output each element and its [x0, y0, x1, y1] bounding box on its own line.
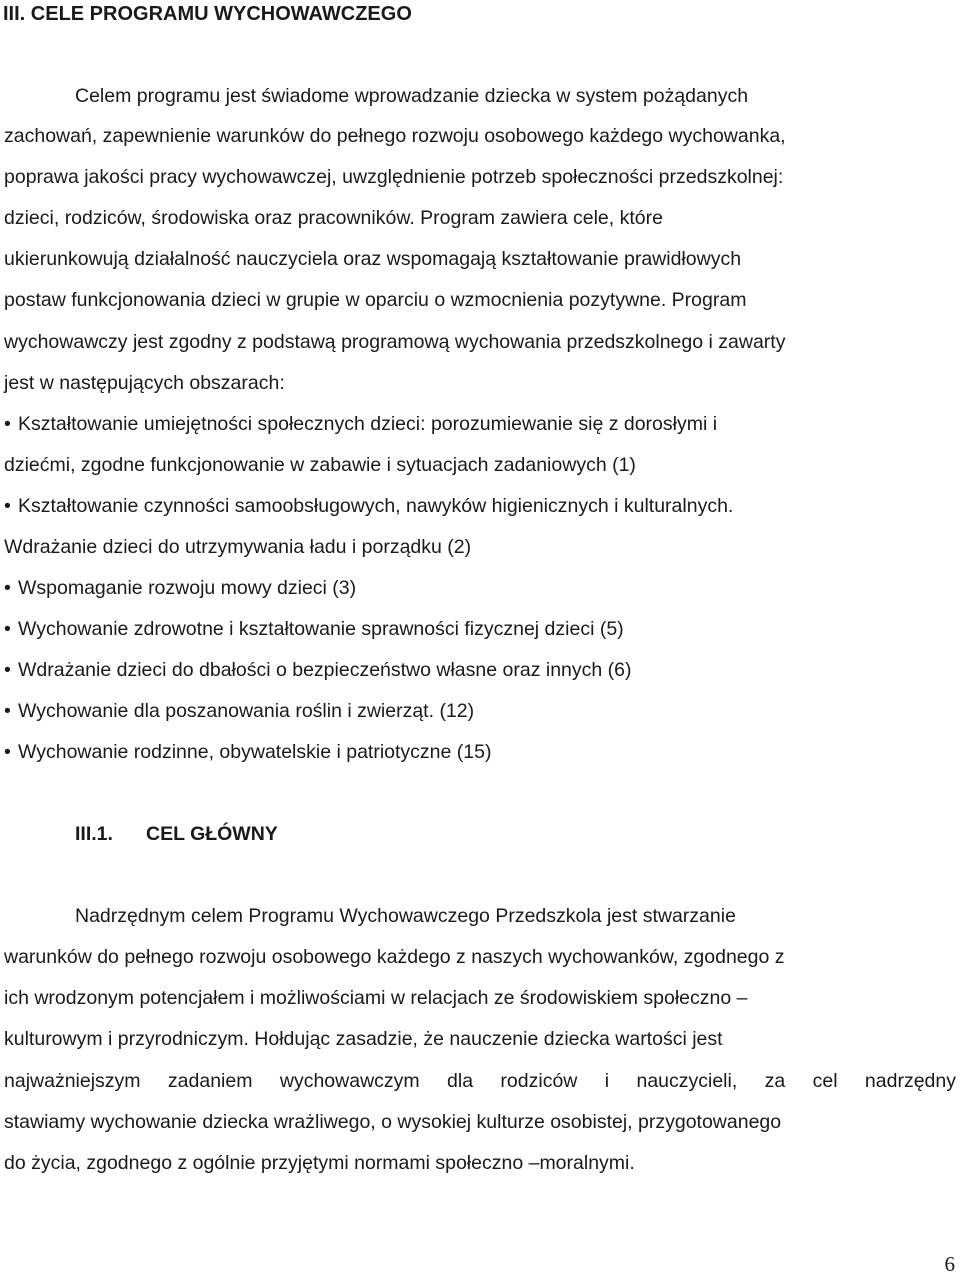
- list-item-text: Wychowanie dla poszanowania roślin i zwierząt. (12): [18, 700, 475, 722]
- list-item: [4, 699, 474, 723]
- main-goal-line: Nadrzędnym celem Programu Wychowawczego Przedszkola jest stwarzanie: [75, 905, 736, 927]
- bullet-icon: •: [4, 618, 11, 640]
- main-goal-line: stawiamy wychowanie dziecka wrażliwego, o wysokiej kulturze osobistej, przygotowanego: [4, 1111, 782, 1133]
- list-item: [4, 494, 733, 518]
- list-item-continuation: dziećmi, zgodne funkcjonowanie w zabawie i sytuacjach zadaniowych (1): [4, 454, 636, 476]
- list-item-text: Wdrażanie dzieci do dbałości o bezpieczeństwo własne oraz innych (6): [18, 659, 632, 681]
- main-goal-line: do życia, zgodnego z ogólnie przyjętymi normami społeczno –moralnymi.: [4, 1152, 635, 1174]
- bullet-icon: •: [4, 741, 11, 763]
- list-item-continuation: Wdrażanie dzieci do utrzymywania ładu i porządku (2): [4, 536, 472, 558]
- main-goal-line: ich wrodzonym potencjałem i możliwościami w relacjach ze środowiskiem społeczno –: [4, 987, 748, 1009]
- list-item-text: Kształtowanie umiejętności społecznych dzieci: porozumiewanie się z dorosłymi i: [18, 413, 718, 435]
- intro-line: ukierunkowują działalność nauczyciela oraz wspomagają kształtowanie prawidłowych: [4, 248, 742, 270]
- intro-line: jest w następujących obszarach:: [4, 372, 285, 394]
- list-item-text: Wychowanie rodzinne, obywatelskie i patriotyczne (15): [18, 741, 492, 763]
- bullet-icon: •: [4, 495, 11, 517]
- subsection-title: CEL GŁÓWNY: [146, 823, 278, 845]
- list-item: [4, 617, 624, 641]
- intro-line: postaw funkcjonowania dzieci w grupie w oparciu o wzmocnienia pozytywne. Program: [4, 289, 747, 311]
- list-item: [4, 412, 717, 436]
- section-heading: III. CELE PROGRAMU WYCHOWAWCZEGO: [3, 3, 412, 25]
- intro-line: poprawa jakości pracy wychowawczej, uwzględnienie potrzeb społeczności przedszkolnej:: [4, 166, 784, 188]
- intro-line: zachowań, zapewnienie warunków do pełnego rozwoju osobowego każdego wychowanka,: [4, 125, 786, 147]
- subsection-number: III.1.: [75, 823, 113, 845]
- list-item-text: Wspomaganie rozwoju mowy dzieci (3): [18, 577, 357, 599]
- bullet-icon: •: [4, 700, 11, 722]
- main-goal-line: warunków do pełnego rozwoju osobowego każdego z naszych wychowanków, zgodnego z: [4, 946, 785, 968]
- list-item: [4, 658, 631, 682]
- intro-line: dzieci, rodziców, środowiska oraz pracowników. Program zawiera cele, które: [4, 207, 663, 229]
- list-item-text: Kształtowanie czynności samoobsługowych, nawyków higienicznych i kulturalnych.: [18, 495, 734, 517]
- intro-line: wychowawczy jest zgodny z podstawą programową wychowania przedszkolnego i zawarty: [4, 331, 786, 353]
- bullet-icon: •: [4, 413, 11, 435]
- page-number: 6: [944, 1252, 955, 1276]
- list-item-text: Wychowanie zdrowotne i kształtowanie sprawności fizycznej dzieci (5): [18, 618, 624, 640]
- bullet-icon: •: [4, 577, 11, 599]
- intro-line: Celem programu jest świadome wprowadzanie dziecka w system pożądanych: [75, 85, 749, 107]
- main-goal-line: kulturowym i przyrodniczym. Hołdując zasadzie, że nauczenie dziecka wartości jest: [4, 1028, 723, 1050]
- main-goal-line: najważniejszym zadaniem wychowawczym dla rodziców i nauczycieli, za cel nadrzędny: [4, 1070, 956, 1092]
- list-item: [4, 576, 356, 600]
- list-item: [4, 740, 491, 764]
- bullet-icon: •: [4, 659, 11, 681]
